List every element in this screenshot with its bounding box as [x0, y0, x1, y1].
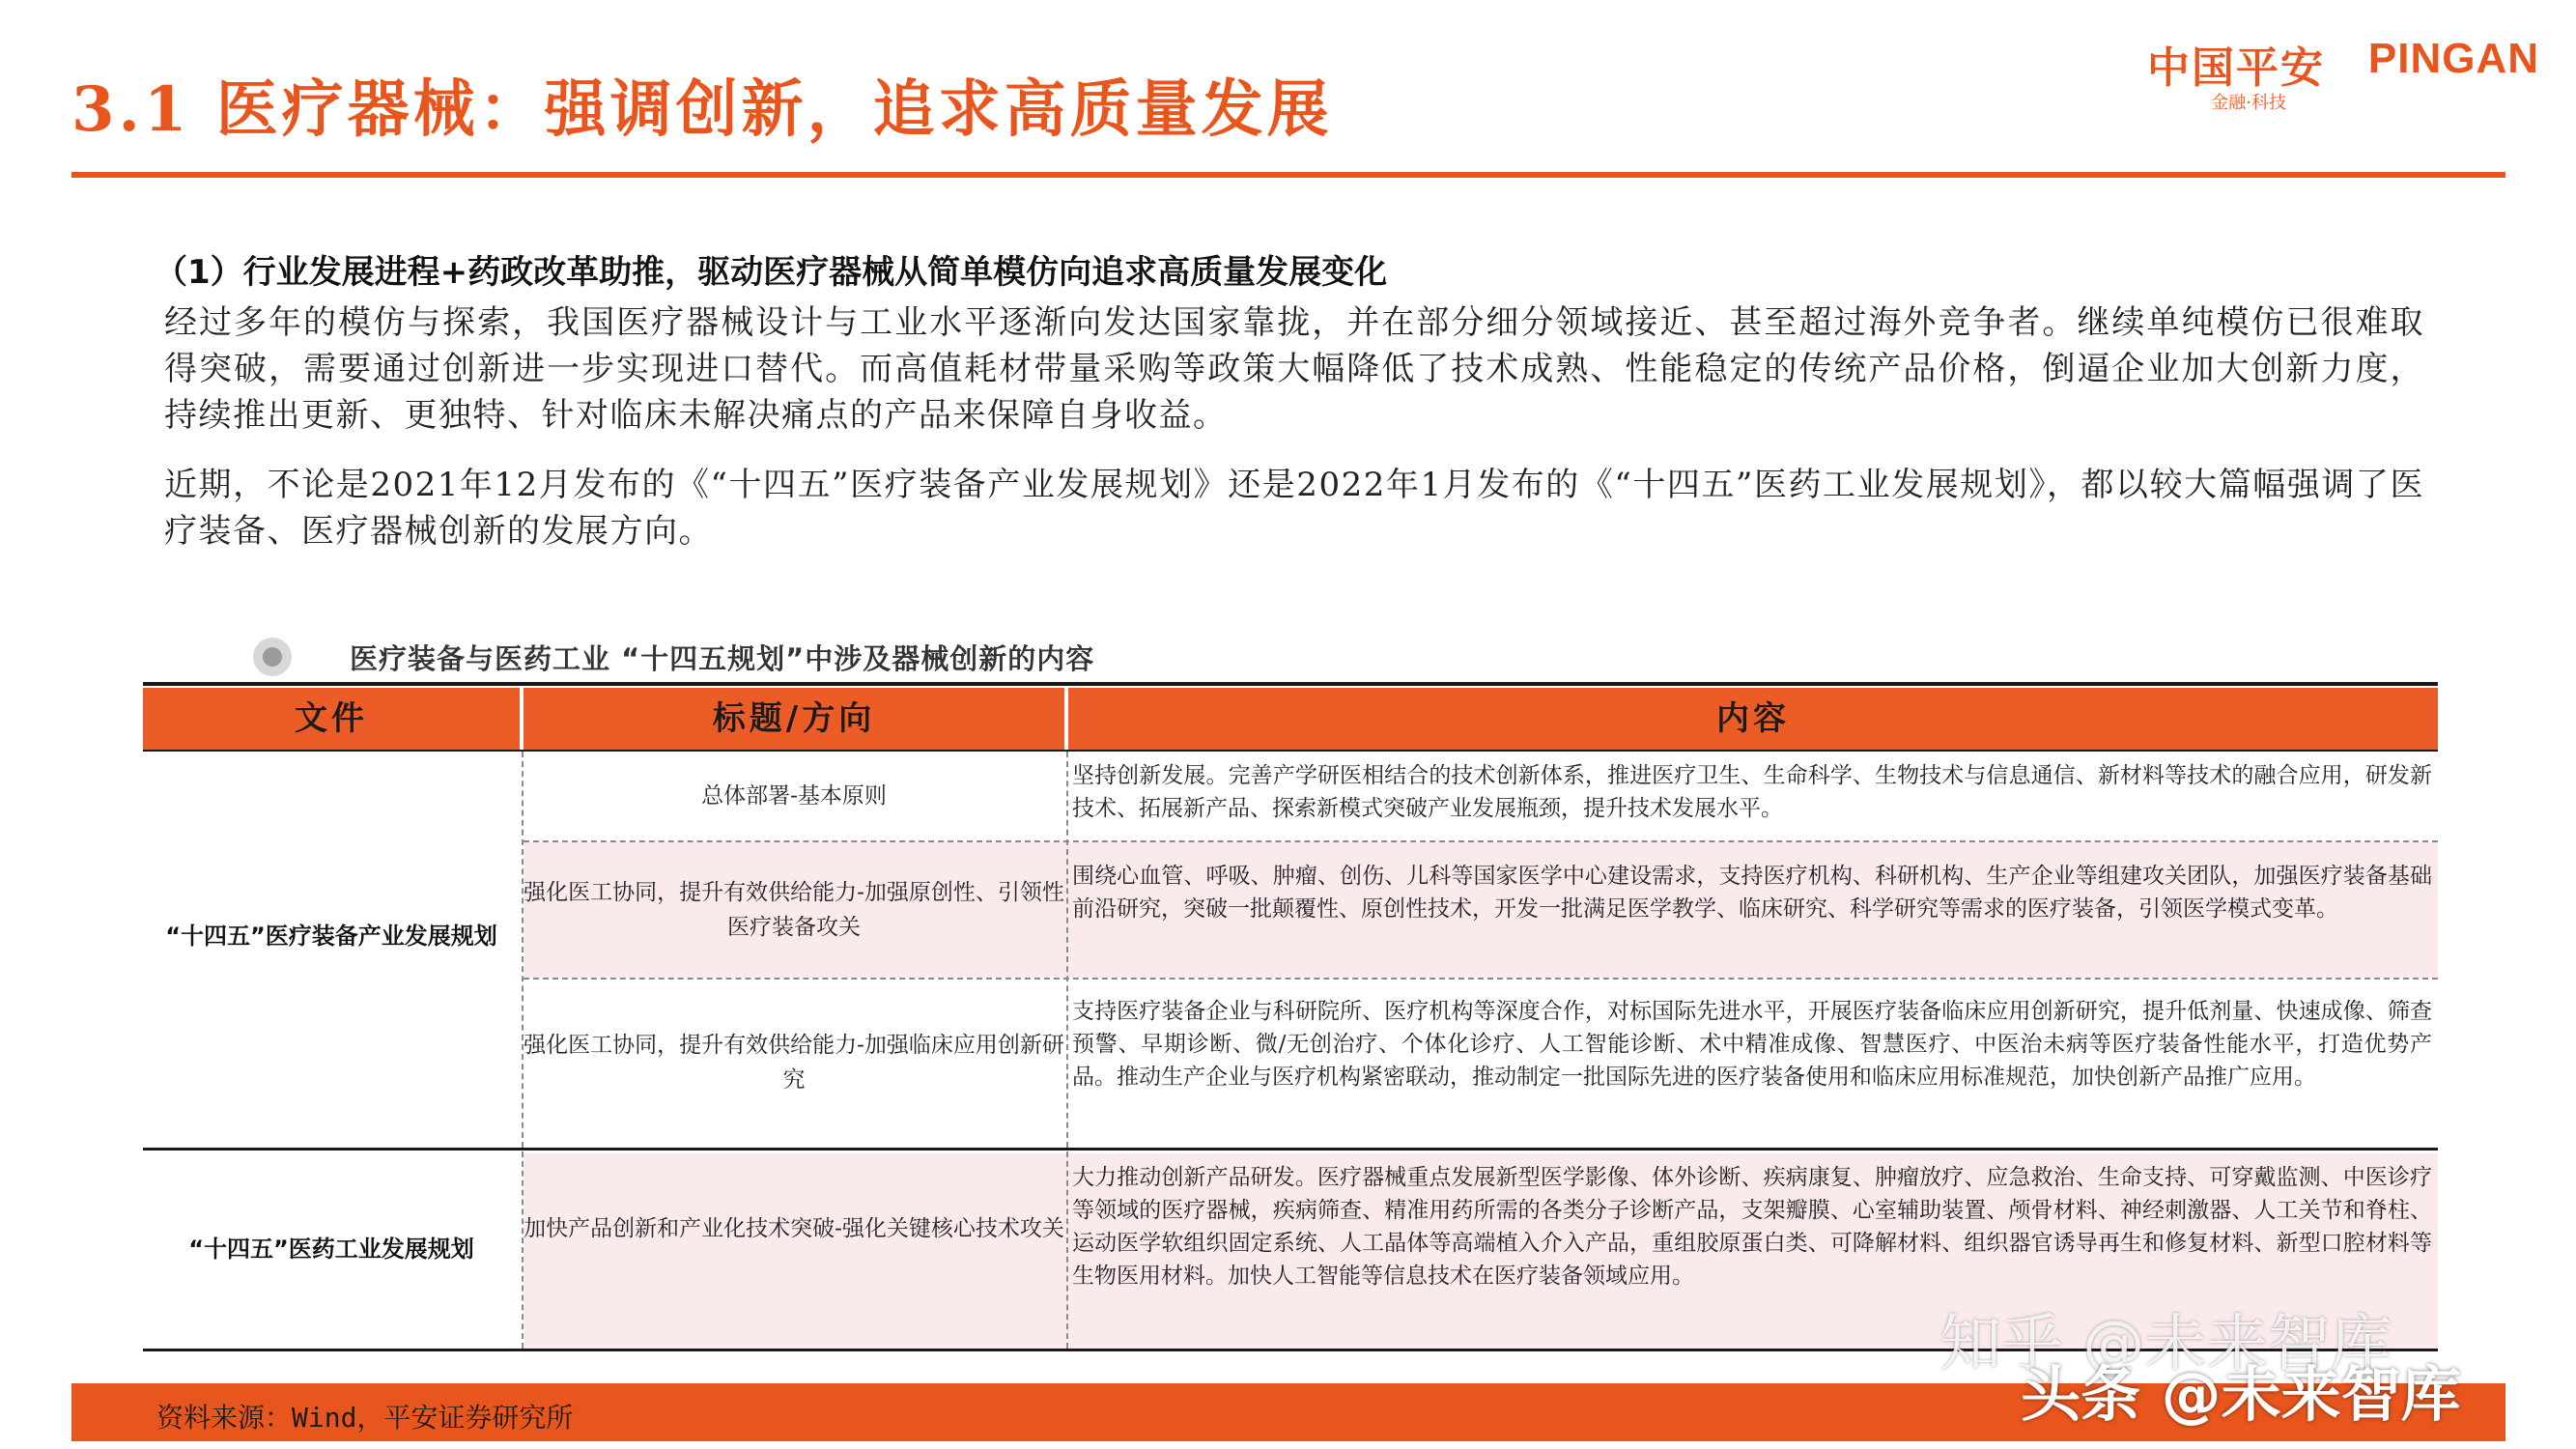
- body-paragraph-1: 经过多年的模仿与探索，我国医疗器械设计与工业水平逐渐向发达国家靠拢，并在部分细分领域接近、甚至超过海外竞争者。继续单纯模仿已很难取得突破，需要通过创新进一步实现进口替代。而高值耗材带量采购等政策大幅降低了技术成熟、性能稳定的传统产品价格，倒逼企业加大创新力度，持续推出更新、更独特、针对临床未解决痛点的产品来保障自身收益。: [164, 303, 2424, 435]
- table-top-rule: [143, 682, 2438, 686]
- table-cell-direction: 加快产品创新和产业化技术突破-强化关键核心技术攻关: [524, 1216, 1064, 1241]
- table-cell-content: 大力推动创新产品研发。医疗器械重点发展新型医学影像、体外诊断、疾病康复、肿瘤放疗、应急救治、生命支持、可穿戴监测、中医诊疗等领域的医疗器械，疾病筛查、精准用药所需的各类分子诊断产品，支架瓣膜、心室辅助装置、颅骨材料、神经刺激器、人工关节和脊柱、运动医学软组织固定系统、人工晶体等高端植入介入产品，重组胶原蛋白类、可降解材料、组织器官诱导再生和修复材料、新型口腔材料等生物医用材料。加快人工智能等信息技术在医疗装备领域应用。: [1072, 1165, 2432, 1289]
- section-heading: （1）行业发展进程+药政改革助推，驱动医疗器械从简单模仿向追求高质量发展变化: [155, 253, 1388, 292]
- table-cell-file-1: “十四五”医疗装备产业发展规划: [165, 923, 497, 950]
- table-header-row: [143, 688, 2438, 750]
- column-divider: [522, 1151, 524, 1349]
- table-cell-content: 支持医疗装备企业与科研院所、医疗机构等深度合作，对标国际先进水平，开展医疗装备临床应用创新研究，提升低剂量、快速成像、筛查预警、早期诊断、微/无创治疗、个体化诊疗、人工智能诊断、术中精准成像、智慧医疗、中医治未病等医疗装备性能水平，打造优势产品。推动生产企业与医疗机构紧密联动，推动制定一批国际先进的医疗装备使用和临床应用标准规范，加快创新产品推广应用。: [1072, 999, 2432, 1090]
- column-divider: [1066, 752, 1068, 1148]
- radio-bullet-icon: [253, 638, 292, 676]
- slide-title: 3.1 医疗器械：强调创新，追求高质量发展: [71, 73, 1333, 146]
- row-divider: [524, 840, 2438, 842]
- column-header-file: 文件: [295, 699, 368, 738]
- toutiao-watermark: 头条 @未来智库: [2021, 1359, 2461, 1430]
- table-cell-direction: 强化医工协同，提升有效供给能力-加强临床应用创新研究: [524, 1033, 1064, 1093]
- pingan-logo: [2134, 33, 2539, 120]
- table-cell-direction: 强化医工协同，提升有效供给能力-加强原创性、引领性医疗装备攻关: [524, 880, 1064, 940]
- table-cell-direction: 总体部署-基本原则: [701, 783, 887, 809]
- brand-name-cn: 中国平安: [2147, 43, 2325, 93]
- brand-name-en: PINGAN: [2367, 35, 2539, 82]
- row-divider: [524, 978, 2438, 980]
- brand-tagline: 金融·科技: [2211, 93, 2286, 113]
- column-divider: [1066, 1151, 1068, 1349]
- header-divider: [71, 172, 2505, 178]
- column-divider: [522, 752, 524, 1148]
- column-header-direction: 标题/方向: [712, 699, 876, 738]
- group-divider: [143, 1148, 2438, 1151]
- table-caption: 医疗装备与医药工业 “十四五规划”中涉及器械创新的内容: [350, 642, 1095, 675]
- column-header-content: 内容: [1716, 699, 1790, 738]
- table-cell-content: 坚持创新发展。完善产学研医相结合的技术创新体系，推进医疗卫生、生命科学、生物技术与信息通信、新材料等技术的融合应用，研发新技术、拓展新产品、探索新模式突破产业发展瓶颈，提升技术发展水平。: [1072, 763, 2432, 821]
- table-cell-file-2: “十四五”医药工业发展规划: [188, 1236, 474, 1263]
- table-header-rule: [143, 750, 2438, 752]
- source-note: 资料来源：Wind，平安证券研究所: [156, 1402, 574, 1434]
- page-number: 35: [2515, 1393, 2555, 1433]
- table-cell-content: 围绕心血管、呼吸、肿瘤、创伤、儿科等国家医学中心建设需求，支持医疗机构、科研机构、生产企业等组建攻关团队，加强医疗装备基础前沿研究，突破一批颠覆性、原创性技术，开发一批满足医学教学、临床研究、科学研究等需求的医疗装备，引领医学模式变革。: [1072, 864, 2432, 922]
- zhihu-watermark: 知乎 @未来智库: [1939, 1309, 2392, 1380]
- body-paragraph-2: 近期，不论是2021年12月发布的《“十四五”医疗装备产业发展规划》还是2022年1月发布的《“十四五”医药工业发展规划》，都以较大篇幅强调了医疗装备、医疗器械创新的发展方向。: [164, 466, 2424, 551]
